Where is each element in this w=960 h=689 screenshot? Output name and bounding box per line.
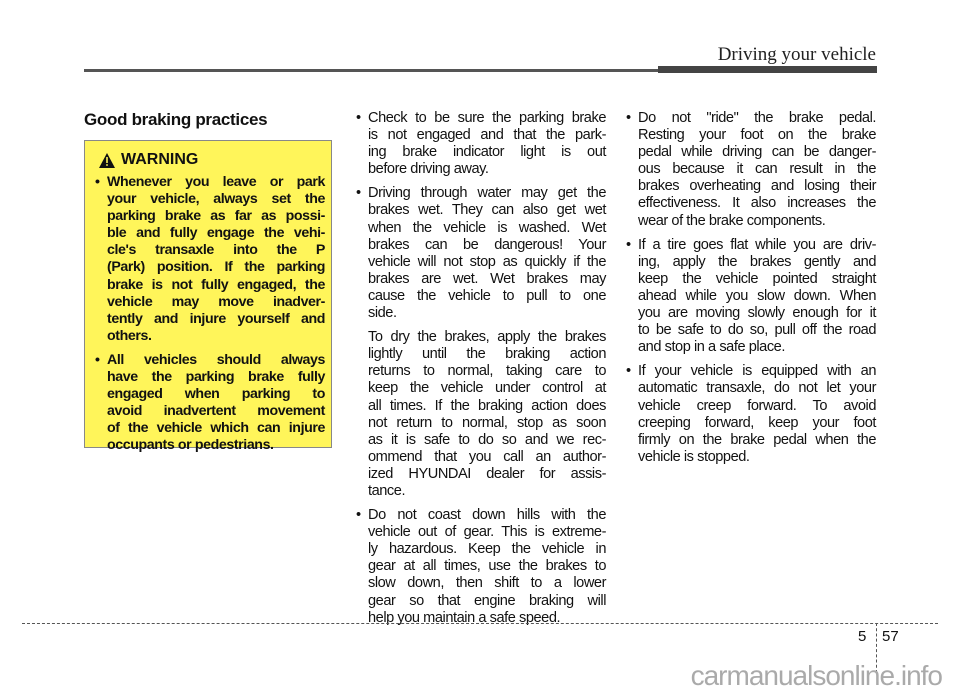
text-line: ing, apply the brakes gently and: [638, 253, 876, 270]
warning-title-text: WARNING: [121, 151, 199, 168]
text-line: slow down, then shift to a lower: [368, 575, 606, 592]
column-3: [624, 110, 876, 473]
text-line: vehicle is stopped.: [638, 448, 750, 465]
text-line: Check to be sure the parking brake: [368, 110, 606, 126]
text-line: firmly on the brake pedal when the: [638, 431, 876, 448]
section-number: 5: [858, 628, 867, 645]
text-line: your vehicle, always set the: [107, 191, 325, 208]
bullet-item: [624, 237, 876, 357]
text-line: ly hazardous. Keep the vehicle in: [368, 541, 606, 558]
text-line: Whenever you leave or park: [107, 174, 325, 190]
text-line: have the parking brake fully: [107, 369, 325, 386]
text-line: returns to normal, taking care to: [368, 363, 606, 380]
text-line: to be safe to do so, pull off the road: [638, 322, 876, 339]
bullet-marker: •: [626, 110, 631, 126]
text-line: vehicle will not stop as quickly if the: [368, 253, 606, 270]
column-2: [354, 110, 606, 634]
text-line: of the vehicle which can injure: [107, 420, 325, 437]
text-line: vehicle out of gear. This is extreme-: [368, 524, 606, 541]
text-line: tently and injure yourself and: [107, 310, 325, 327]
text-line: gear so that engine braking will: [368, 592, 606, 609]
text-line: parking brake as far as possi-: [107, 208, 325, 225]
text-line: All vehicles should always: [107, 351, 325, 368]
text-line: ble and fully engage the vehi-: [107, 225, 325, 242]
bullet-marker: •: [356, 185, 361, 202]
text-line: occupants or pedestrians.: [107, 437, 274, 454]
bullet-marker: •: [356, 507, 361, 524]
bullet-item: [93, 352, 325, 455]
text-line: ahead while you slow down. When: [638, 287, 876, 304]
text-line: engaged when parking to: [107, 386, 325, 403]
text-line: not return to normal, stop as soon: [368, 414, 606, 431]
text-line: cle's transaxle into the P: [107, 242, 325, 259]
watermark: carmanualsonline.info: [690, 660, 942, 689]
text-line: ommend that you call an author-: [368, 448, 606, 465]
header-tab-bar: [658, 66, 877, 73]
bullet-marker: •: [626, 236, 631, 253]
bullet-item: [624, 110, 876, 230]
text-line: keep the vehicle pointed straight: [638, 270, 876, 287]
text-line: as it is safe to do so and we rec-: [368, 431, 606, 448]
paragraph: [354, 329, 606, 500]
bullet-item: [93, 174, 325, 345]
text-line: Do not coast down hills with the: [368, 507, 606, 524]
page-number: 57: [882, 628, 899, 645]
text-line: ized HYUNDAI dealer for assis-: [368, 465, 606, 482]
text-line: side.: [368, 305, 397, 322]
text-line: Resting your foot on the brake: [638, 127, 876, 144]
bullet-item: [624, 363, 876, 466]
text-line: ous because it can result in the: [638, 161, 876, 178]
text-line: gear at all times, use the brakes to: [368, 558, 606, 575]
text-line: Do not "ride" the brake pedal.: [638, 110, 876, 126]
text-line: you are moving slowly enough for it: [638, 305, 876, 322]
text-line: before driving away.: [368, 161, 489, 178]
text-line: cause the vehicle to pull to one: [368, 287, 606, 304]
text-line: ing brake indicator light is out: [368, 144, 606, 161]
text-line: (Park) position. If the parking: [107, 259, 325, 276]
bullet-marker: •: [626, 363, 631, 380]
text-line: Driving through water may get the: [368, 185, 606, 202]
text-line: brakes can be dangerous! Your: [368, 236, 606, 253]
text-line: To dry the brakes, apply the brakes: [368, 329, 606, 346]
footer-rule: [22, 623, 938, 624]
text-line: creeping forward, keep your foot: [638, 414, 876, 431]
header-rule: [84, 69, 658, 72]
text-line: is not engaged and that the park-: [368, 127, 606, 144]
bullet-marker: •: [95, 174, 100, 190]
text-line: brake is not fully engaged, the: [107, 276, 325, 293]
text-line: when the vehicle is washed. Wet: [368, 219, 606, 236]
text-line: avoid inadvertent movement: [107, 403, 325, 420]
text-line: If a tire goes flat while you are driv-: [638, 236, 876, 253]
text-line: automatic transaxle, do not let your: [638, 380, 876, 397]
text-line: pedal while driving can be danger-: [638, 144, 876, 161]
text-line: and stop in a safe place.: [638, 339, 785, 356]
bullet-item: [354, 110, 606, 178]
text-line: keep the vehicle under control at: [368, 380, 606, 397]
warning-title: [99, 151, 198, 169]
text-line: others.: [107, 327, 152, 344]
text-line: vehicle may move inadver-: [107, 293, 325, 310]
warning-body: [93, 174, 325, 462]
warning-box: [84, 140, 332, 454]
text-line: brakes are wet. Wet brakes may: [368, 270, 606, 287]
bullet-item: [354, 185, 606, 322]
text-line: If your vehicle is equipped with an: [638, 363, 876, 380]
bullet-marker: •: [95, 351, 100, 368]
text-line: brakes wet. They can also get wet: [368, 202, 606, 219]
text-line: brakes overheating and losing their: [638, 178, 876, 195]
text-line: all times. If the braking action does: [368, 397, 606, 414]
text-line: lightly until the braking action: [368, 346, 606, 363]
warning-triangle-icon: [99, 153, 115, 168]
text-line: tance.: [368, 482, 406, 499]
text-line: vehicle creep forward. To avoid: [638, 397, 876, 414]
bullet-item: [354, 507, 606, 627]
text-line: wear of the brake components.: [638, 212, 826, 229]
text-line: help you maintain a safe speed.: [368, 609, 561, 626]
text-line: effectiveness. It also increases the: [638, 195, 876, 212]
section-title: Driving your vehicle: [717, 44, 876, 65]
bullet-marker: •: [356, 110, 361, 126]
page-heading: Good braking practices: [84, 110, 268, 129]
